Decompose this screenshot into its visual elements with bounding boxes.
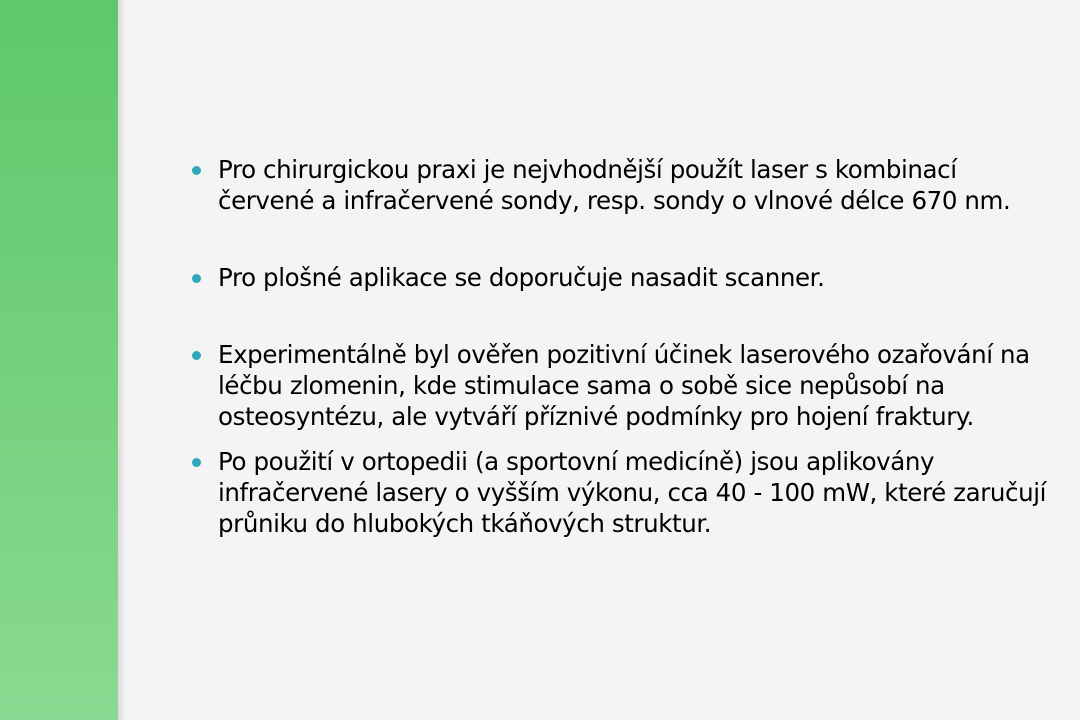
bullet-dot-icon — [192, 458, 201, 467]
bullet-text: Experimentálně byl ověřen pozitivní účinek laserového ozařování na léčbu zlomenin, kde stimulace sama o sobě sice nepůsobí na osteosyntézu, ale vytváří příznivé podmínky pro hojení fraktury. — [218, 340, 1030, 431]
slide-content — [188, 154, 1058, 539]
bullet-dot-icon — [192, 166, 201, 175]
bullet-item — [188, 446, 1058, 539]
bullet-item — [188, 339, 1058, 432]
bullet-text: Pro plošné aplikace se doporučuje nasadit scanner. — [218, 263, 825, 292]
sidebar-accent-bar — [0, 0, 118, 720]
bullet-dot-icon — [192, 351, 201, 360]
bullet-item — [188, 262, 1058, 293]
bullet-dot-icon — [192, 274, 201, 283]
bullet-item — [188, 154, 1058, 216]
bullet-text: Pro chirurgickou praxi je nejvhodnější použít laser s kombinací červené a infračervené sondy, resp. sondy o vlnové délce 670 nm. — [218, 155, 1011, 215]
bullet-text: Po použití v ortopedii (a sportovní medicíně) jsou aplikovány infračervené lasery o vyšším výkonu, cca 40 - 100 mW, které zaručují průniku do hlubokých tkáňových struktur. — [218, 447, 1047, 538]
